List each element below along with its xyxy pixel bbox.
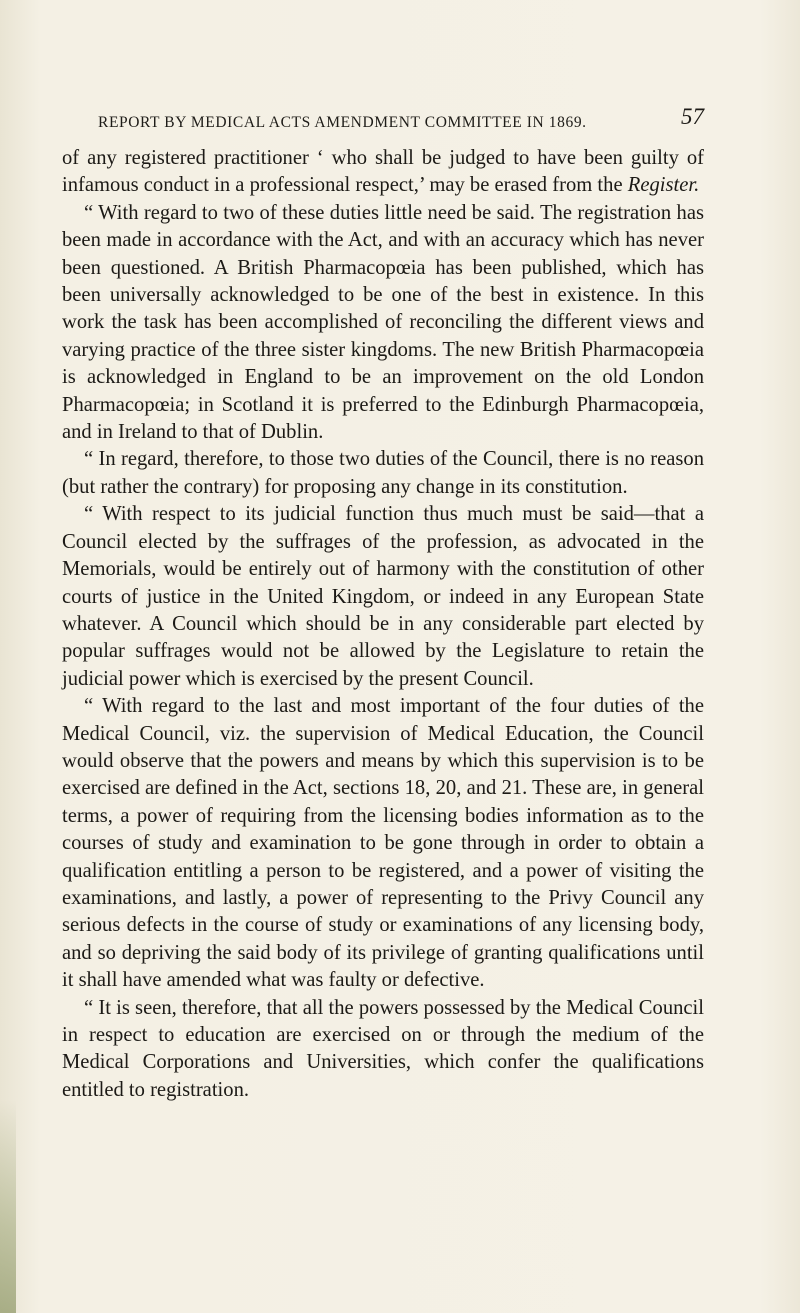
paragraph-5: “ With regard to the last and most important of the four duties of the Medical Council, viz. the supervision of Medical Education, the Council would observe that the powers and means by which this supervision is to be exercised are defined in the Act, sections 18, 20, and 21. These are, in general terms, a power of requiring from the licensing bodies information as to the courses of study and examination to be gone through in order to obtain a qualification entitling a person to be registered, and a power of visiting the examinations, and lastly, a power of representing to the Privy Council any serious defects in the course of study or examinations of any licensing body, and so depriving the said body of its privilege of granting qualifications until it shall have amended what was faulty or defective. <box>62 695 704 992</box>
paragraph-3: “ In regard, therefore, to those two duties of the Council, there is no reason (but rather the contrary) for proposing any change in its constitution. <box>62 448 704 498</box>
paragraph-6: “ It is seen, therefore, that all the powers possessed by the Medical Council in respect to education are exercised on or through the medium of the Medical Corporations and Universities, which confer the qualifications entitled to registration. <box>62 996 704 1101</box>
paragraph-4: “ With respect to its judicial function thus much must be said—that a Council elected by the suffrages of the profession, as advocated in the Memorials, would be entirely out of harmony with the constitution of other courts of justice in the United Kingdom, or indeed in any European State whatever. A Council which should be in any considerable part elected by popular suffrages would not be allowed by the Legislature to retain the judicial power which is exercised by the present Council. <box>62 503 704 690</box>
page-edge-shadow <box>0 1100 16 1313</box>
paragraph-1 <box>62 145 704 200</box>
register-italic: Register. <box>627 174 700 197</box>
page-header <box>98 104 704 144</box>
page-number: 57 <box>681 104 704 129</box>
paragraph-2: “ With regard to two of these duties little need be said. The registration has been made in accordance with the Act, and with an accuracy which has never been questioned. A British Pharmacopœia has been published, which has been universally acknowledged to be one of the best in existence. In this work the task has been accomplished of reconciling the different views and varying practice of the three sister kingdoms. The new British Pharmacopœia is acknowledged in England to be an improvement on the old London Pharmacopœia; in Scotland it is preferred to the Edinburgh Pharmacopœia, and in Ireland to that of Dublin. <box>62 201 704 444</box>
paragraph-1-text: of any registered practitioner ‘ who shall be judged to have been guilty of infamous conduct in a professional respect,’ may be erased from the <box>62 147 704 197</box>
body-text <box>62 145 704 1104</box>
running-head: REPORT BY MEDICAL ACTS AMENDMENT COMMITTEE IN 1869. <box>98 114 587 131</box>
